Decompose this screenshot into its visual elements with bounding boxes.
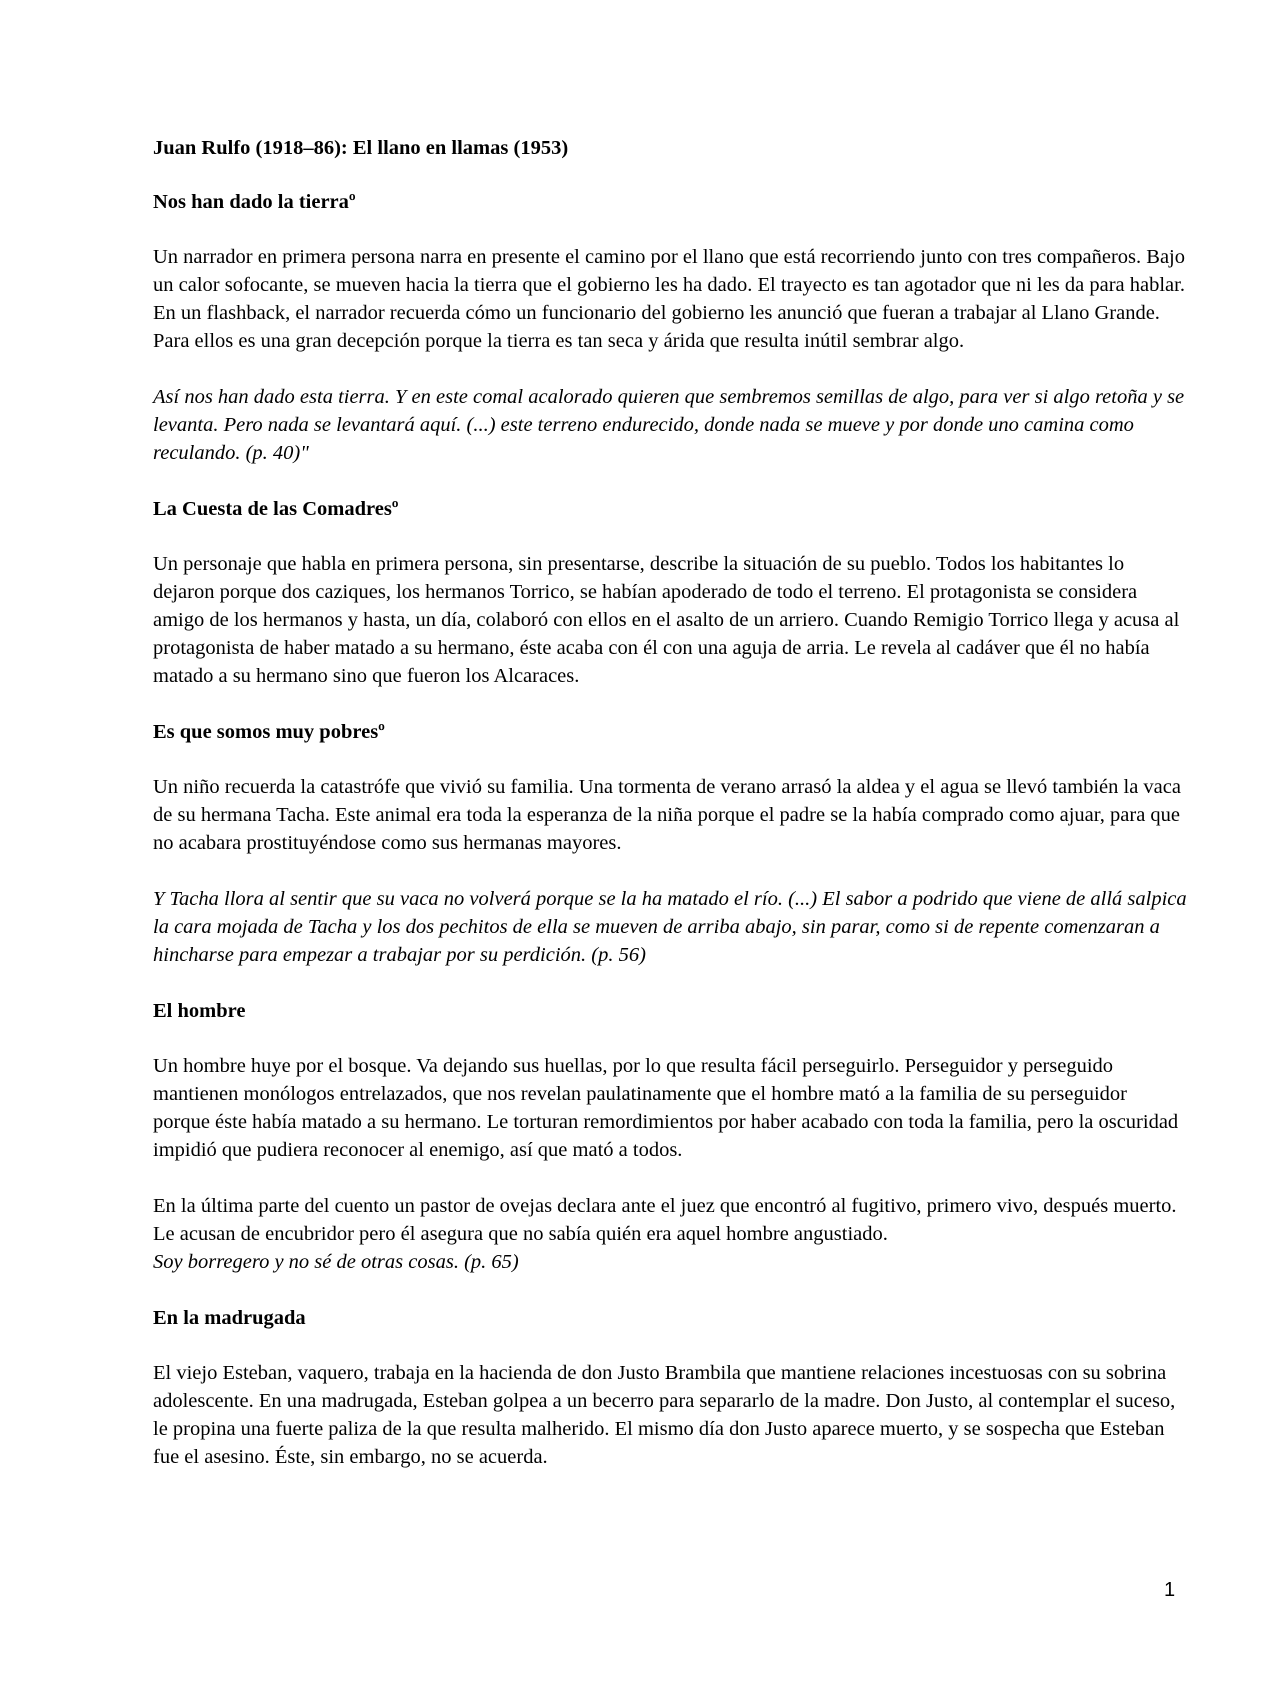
- section-paragraph: Un personaje que habla en primera persona, sin presentarse, describe la situación de su pueblo. Todos los habitantes lo dejaron porque dos caziques, los hermanos Torrico, se habían apoderado de todo el terreno. El protagonista se considera amigo de los hermanos y hasta, un día, colaboró con ellos en el asalto de un arriero. Cuando Remigio Torrico llega y acusa al protagonista de haber matado a su hermano, éste acaba con él con una aguja de arria. Le revela al cadáver que él no había matado a su hermano sino que fueron los Alcaraces.: [153, 553, 1180, 687]
- section-paragraph: En la última parte del cuento un pastor de ovejas declara ante el juez que encontró al fugitivo, primero vivo, después muerto. Le acusan de encubridor pero él asegura que no sabía quién era aquel hombre angustiado.: [153, 1195, 1177, 1245]
- section-paragraph: Un narrador en primera persona narra en presente el camino por el llano que está recorriendo junto con tres compañeros. Bajo un calor sofocante, se mueven hacia la tierra que el gobierno les ha dado. El trayecto es tan agotador que ni les da para hablar. En un flashback, el narrador recuerda cómo un funcionario del gobierno les anunció que fueran a trabajar al Llano Grande. Para ellos es una gran decepción porque la tierra es tan seca y árida que resulta inútil sembrar algo.: [153, 246, 1185, 352]
- section-paragraph: El viejo Esteban, vaquero, trabaja en la hacienda de don Justo Brambila que mantiene relaciones incestuosas con su sobrina adolescente. En una madrugada, Esteban golpea a un becerro para separarlo de la madre. Don Justo, al contemplar el suceso, le propina una fuerte paliza de la que resulta malherido. El mismo día don Justo aparece muerto, y se sospecha que Esteban fue el asesino. Éste, sin embargo, no se acuerda.: [153, 1362, 1176, 1468]
- section-heading-la-cuesta-de-las-comadres: La Cuesta de las Comadresº: [153, 498, 399, 520]
- page-number: 1: [1164, 1579, 1176, 1601]
- section-paragraph: Un hombre huye por el bosque. Va dejando sus huellas, por lo que resulta fácil perseguirlo. Perseguidor y perseguido mantienen monólogos entrelazados, que nos revelan paulatinamente que el hombre mató a la familia de su perseguidor porque éste había matado a su hermano. Le torturan remordimientos por haber acabado con toda la familia, pero la oscuridad impidió que pudiera reconocer al enemigo, así que mató a todos.: [153, 1055, 1179, 1161]
- section-inline-quote: Soy borregero y no sé de otras cosas. (p. 65): [153, 1251, 519, 1273]
- section-quote: Así nos han dado esta tierra. Y en este comal acalorado quieren que sembremos semillas de algo, para ver si algo retoña y se levanta. Pero nada se levantará aquí. (...) este terreno endurecido, donde nada se mueve y por donde uno camina como reculando. (p. 40)": [153, 386, 1185, 464]
- section-heading-nos-han-dado-la-tierra: Nos han dado la tierraº: [153, 191, 356, 213]
- section-paragraph: Un niño recuerda la catastrófe que vivió su familia. Una tormenta de verano arrasó la aldea y el agua se llevó también la vaca de su hermana Tacha. Este animal era toda la esperanza de la niña porque el padre se la había comprado como ajuar, para que no acabara prostituyéndose como sus hermanas mayores.: [153, 776, 1181, 854]
- document-title: Juan Rulfo (1918–86): El llano en llamas (1953): [153, 137, 569, 159]
- section-heading-en-la-madrugada: En la madrugada: [153, 1307, 306, 1329]
- section-heading-es-que-somos-muy-pobres: Es que somos muy pobresº: [153, 721, 385, 743]
- document-page: [153, 134, 1189, 1499]
- section-heading-el-hombre: El hombre: [153, 1000, 246, 1022]
- section-quote: Y Tacha llora al sentir que su vaca no volverá porque se la ha matado el río. (...) El sabor a podrido que viene de allá salpica la cara mojada de Tacha y los dos pechitos de ella se mueven de arriba abajo, sin parar, como si de repente comenzaran a hincharse para empezar a trabajar por su perdición. (p. 56): [153, 888, 1187, 966]
